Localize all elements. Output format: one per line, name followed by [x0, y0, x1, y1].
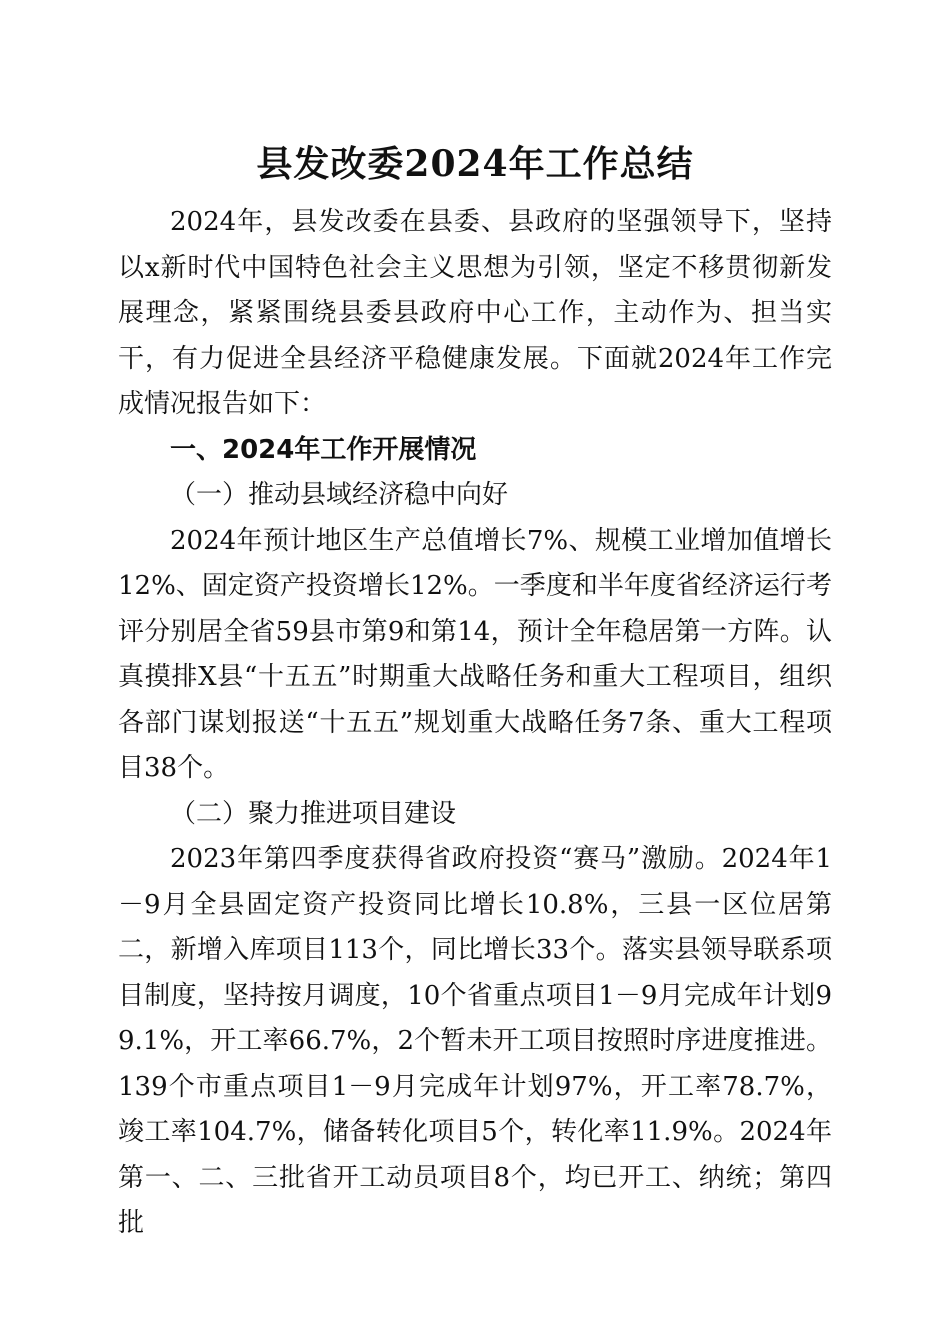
document-body — [118, 200, 832, 1247]
subsection-heading-1: （一）推动县域经济稳中向好 — [170, 480, 509, 510]
document-title: 县发改委2024年工作总结 — [256, 143, 694, 185]
subsection-1-paragraph: 2024年预计地区生产总值增长7%、规模工业增加值增长12%、固定资产投资增长12%。一季度和半年度省经济运行考评分别居全省59县市第9和第14，预计全年稳居第一方阵。认真摸排X县“十五五”时期重大战略任务和重大工程项目，组织各部门谋划报送“十五五”规划重大战略任务7条、重大工程项目38个。 — [118, 525, 832, 783]
subsection-heading-2: （二）聚力推进项目建设 — [170, 798, 457, 829]
section-heading-1: 一、2024年工作开展情况 — [170, 434, 477, 465]
subsection-2-paragraph: 2023年第四季度获得省政府投资“赛马”激励。2024年1－9月全县固定资产投资同比增长10.8%，三县一区位居第二，新增入库项目113个，同比增长33个。落实县领导联系项目制度，坚持按月调度，10个省重点项目1－9月完成年计划99.1%，开工率66.7%，2个暂未开工项目按照时序进度推进。139个市重点项目1－9月完成年计划97%，开工率78.7%，竣工率104.7%，储备转化项目5个，转化率11.9%。2024年第一、二、三批省开工动员项目8个，均已开工、纳统；第四批 — [118, 844, 832, 1238]
intro-paragraph: 2024年，县发改委在县委、县政府的坚强领导下，坚持以x新时代中国特色社会主义思想为引领，坚定不移贯彻新发展理念，紧紧围绕县委县政府中心工作，主动作为、担当实干，有力促进全县经济平稳健康发展。下面就2024年工作完成情况报告如下： — [118, 207, 832, 419]
